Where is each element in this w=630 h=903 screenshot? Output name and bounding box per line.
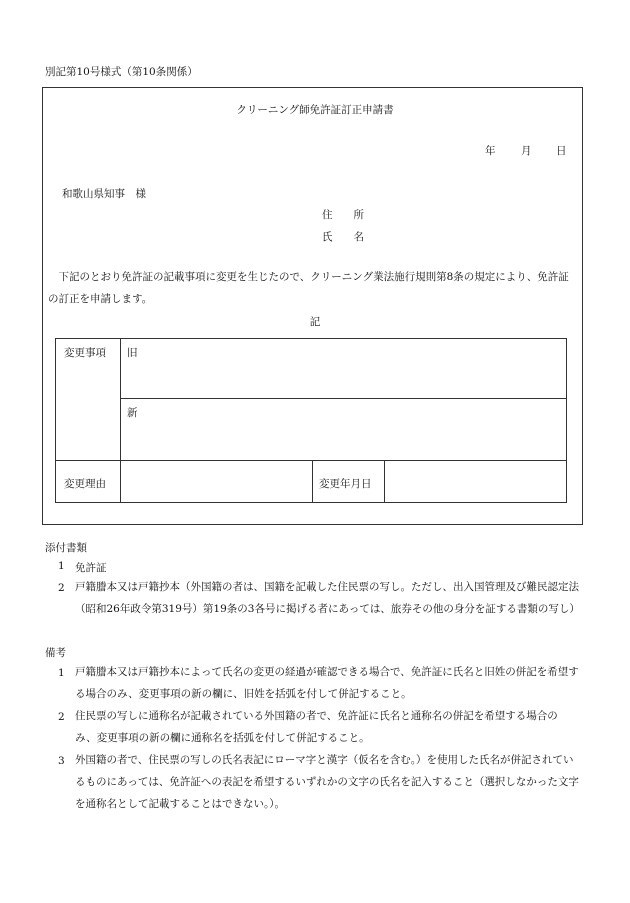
remark-text: 住民票の写しに通称名が記載されている外国籍の者で、免許証に氏名と通称名の併記を希望する場合のみ、変更事項の新の欄に通称名を括弧を付して併記すること。: [75, 710, 558, 744]
date-day-label: 日: [556, 145, 567, 157]
remark-num: 3: [58, 755, 65, 767]
table-col-divider: [120, 338, 121, 503]
request-text: 下記のとおり免許証の記載事項に変更を生じたので、クリーニング業法施行規則第8条の規定により、免許証の訂正を申請します。: [48, 271, 569, 305]
attachments-heading: 添付書類: [45, 542, 87, 554]
old-value-label: 旧: [127, 347, 138, 359]
new-value-label: 新: [127, 407, 138, 419]
name-label: 氏 名: [322, 231, 364, 243]
ki-marker: 記: [309, 316, 321, 328]
remark-text: 外国籍の者で、住民票の写しの氏名表記にローマ字と漢字（仮名を含む。）を使用した氏名が併記されているものにあっては、免許証への表記を希望するいずれかの文字の氏名を記入すること（選択しなかった文字を通称名として記載することはできない。）。: [75, 754, 579, 810]
remark-text: 戸籍謄本又は戸籍抄本によって氏名の変更の経過が確認できる場合で、免許証に氏名と旧姓の併記を希望する場合のみ、変更事項の新の欄に、旧姓を括弧を付して併記すること。: [75, 666, 579, 700]
attachment-num: 2: [58, 582, 65, 594]
table-date-divider: [384, 460, 385, 503]
form-title: クリーニング師免許証訂正申請書: [236, 104, 394, 116]
addressee: 和歌山県知事 様: [62, 188, 146, 200]
attachment-text: 戸籍謄本又は戸籍抄本（外国籍の者は、国籍を記載した住民票の写し。ただし、出入国管理及び難民認定法（昭和26年政令第319号）第19条の3各号に掲げる者にあっては、旅券その他の身分を証する書類の写し）: [75, 581, 580, 615]
remark-num: 1: [58, 667, 65, 679]
change-table: [55, 338, 567, 503]
change-items-label: 変更事項: [64, 347, 106, 359]
address-label: 住 所: [322, 209, 364, 221]
form-number: 別記第10号様式（第10条関係）: [45, 66, 198, 78]
attachment-num: 1: [58, 560, 65, 572]
table-row-divider-reason: [55, 460, 567, 461]
remarks-heading: 備考: [45, 647, 66, 659]
change-reason-label: 変更理由: [64, 478, 106, 490]
date-year-label: 年: [485, 145, 496, 157]
change-date-label: 変更年月日: [319, 478, 372, 490]
attachment-text: 免許証: [75, 562, 107, 574]
date-month-label: 月: [521, 145, 532, 157]
table-reason-divider: [312, 460, 313, 503]
remark-num: 2: [58, 711, 65, 723]
table-row-divider-old-new: [120, 398, 567, 399]
